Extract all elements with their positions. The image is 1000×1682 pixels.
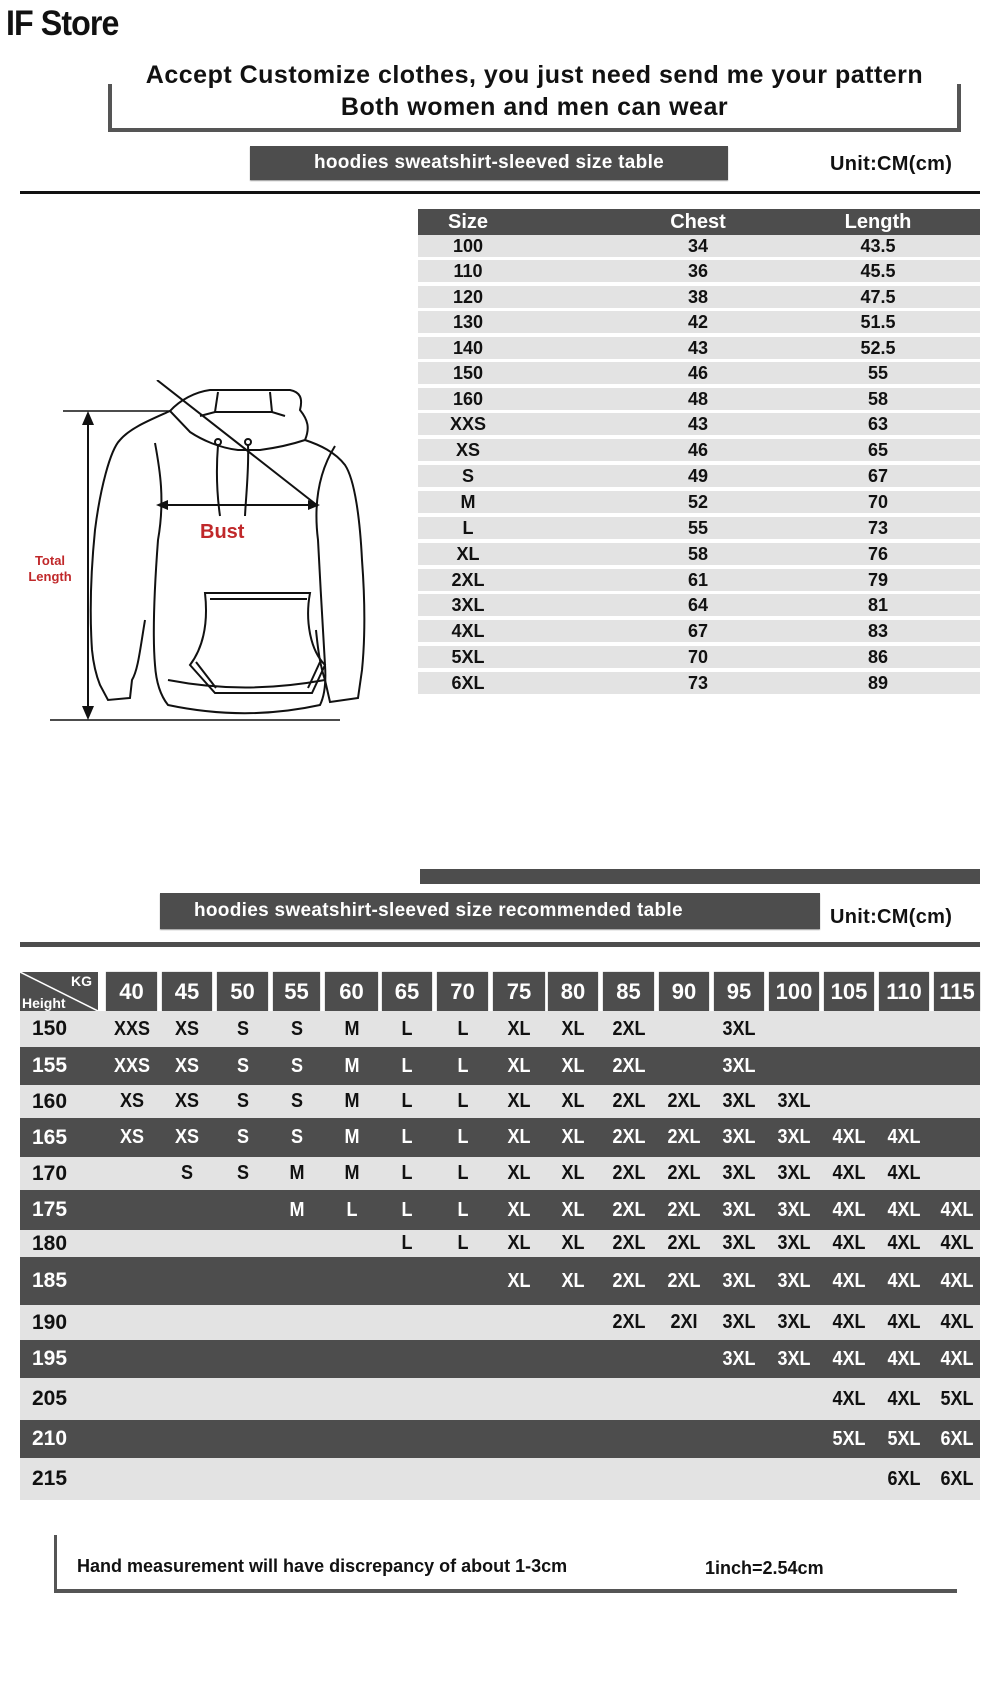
size-cell: XL xyxy=(507,1126,531,1148)
inch-conversion-note: 1inch=2.54cm xyxy=(705,1558,824,1578)
size-cell: 2XL xyxy=(611,1017,646,1040)
size-cell: 3XL xyxy=(722,1126,756,1148)
cell-size: 6XL xyxy=(451,672,485,693)
cell-size: 140 xyxy=(452,337,484,358)
size-cell: 2XL xyxy=(611,1311,646,1333)
weight-header-cell: 70 xyxy=(437,972,488,1011)
weight-header-cell: 55 xyxy=(273,972,320,1011)
size-cell: 4XL xyxy=(940,1198,974,1221)
size-cell: 2XI xyxy=(670,1311,698,1333)
cell-length: 89 xyxy=(867,672,889,693)
size-cell: 2XL xyxy=(611,1198,646,1221)
banner-line-2: Both women and men can wear xyxy=(340,93,729,121)
cell-size: XS xyxy=(455,439,480,460)
size-cell: 2XL xyxy=(667,1269,701,1292)
height-cell: 165 xyxy=(32,1125,68,1149)
size-cell: 6XL xyxy=(887,1467,921,1490)
weight-header-cell: 85 xyxy=(603,972,654,1011)
cell-length: 86 xyxy=(867,646,889,667)
size-cell: S xyxy=(236,1017,249,1040)
size-cell: XL xyxy=(507,1054,531,1077)
cell-size: 100 xyxy=(452,235,484,256)
height-cell: 175 xyxy=(32,1198,68,1221)
size-cell: S xyxy=(236,1126,249,1148)
size-table-row xyxy=(418,620,980,642)
cell-size: XL xyxy=(456,543,480,564)
size-cell: 3XL xyxy=(722,1347,756,1370)
size-cell: 6XL xyxy=(940,1427,974,1450)
size-table-row xyxy=(418,337,980,359)
divider xyxy=(20,191,980,194)
size-cell: 3XL xyxy=(722,1162,756,1184)
size-cell: 4XL xyxy=(887,1198,921,1221)
size-table-row xyxy=(418,594,980,616)
cell-chest: 55 xyxy=(687,517,709,538)
weight-header-cell: 40 xyxy=(106,972,157,1011)
size-cell: 4XL xyxy=(832,1232,866,1254)
size-cell: L xyxy=(401,1090,413,1112)
cell-length: 55 xyxy=(867,362,889,383)
recommended-table-row xyxy=(20,1118,980,1157)
size-cell: 4XL xyxy=(832,1126,866,1148)
size-cell: 4XL xyxy=(887,1269,921,1292)
cell-length: 76 xyxy=(867,543,889,564)
cell-chest: 34 xyxy=(687,235,709,256)
height-cell: 185 xyxy=(32,1269,68,1292)
size-cell: L xyxy=(401,1126,413,1148)
size-cell: XL xyxy=(561,1269,585,1292)
weight-header-cell: 100 xyxy=(769,972,819,1011)
divider xyxy=(20,942,980,947)
size-cell: L xyxy=(457,1090,468,1112)
size-cell: 4XL xyxy=(940,1311,974,1333)
size-cell: L xyxy=(401,1017,413,1040)
cell-length: 47.5 xyxy=(860,286,896,307)
size-cell: 4XL xyxy=(832,1269,866,1292)
size-cell: 4XL xyxy=(832,1311,866,1333)
size-cell: 3XL xyxy=(777,1269,811,1292)
header-length: Length xyxy=(844,210,912,233)
size-cell: 4XL xyxy=(832,1162,866,1184)
size-table-row xyxy=(418,311,980,333)
size-cell: M xyxy=(343,1054,359,1077)
cell-length: 73 xyxy=(867,517,889,538)
size-cell: 3XL xyxy=(777,1232,811,1254)
size-cell: XXS xyxy=(113,1017,150,1040)
cell-length: 51.5 xyxy=(860,311,896,332)
cell-chest: 46 xyxy=(687,439,709,460)
weight-header-cell: 60 xyxy=(325,972,378,1011)
weight-header-cell: 90 xyxy=(659,972,709,1011)
recommended-table-row xyxy=(20,1458,980,1500)
height-cell: 195 xyxy=(32,1347,68,1370)
size-cell: L xyxy=(457,1232,468,1254)
size-table-row xyxy=(418,646,980,668)
weight-header-cell: 45 xyxy=(162,972,212,1011)
size-table-title: hoodies sweatshirt-sleeved size table xyxy=(250,146,728,180)
size-cell: L xyxy=(401,1232,413,1254)
banner-line-1: Accept Customize clothes, you just need send me your pattern xyxy=(145,61,924,89)
size-cell: M xyxy=(343,1126,359,1148)
header-chest: Chest xyxy=(670,210,726,233)
size-cell: 3XL xyxy=(722,1090,756,1112)
cell-chest: 52 xyxy=(687,491,709,512)
size-table-row xyxy=(418,465,980,487)
size-cell: XL xyxy=(507,1269,531,1292)
size-table-row xyxy=(418,260,980,282)
weight-height-corner-cell xyxy=(20,972,98,1011)
weight-header-cell: 105 xyxy=(824,972,874,1011)
cell-size: 130 xyxy=(452,311,484,332)
size-table-row xyxy=(418,439,980,461)
size-table-row xyxy=(418,362,980,384)
size-cell: 4XL xyxy=(832,1347,866,1370)
kg-label: KG xyxy=(71,973,92,989)
size-cell: S xyxy=(290,1090,303,1112)
size-cell: 2XL xyxy=(667,1198,701,1221)
height-cell: 170 xyxy=(32,1161,68,1185)
cell-length: 67 xyxy=(867,465,889,486)
recommended-table-row xyxy=(20,1085,980,1118)
size-cell: L xyxy=(457,1017,468,1040)
cell-size: 150 xyxy=(452,362,484,383)
size-cell: XS xyxy=(174,1126,200,1148)
cell-chest: 64 xyxy=(687,594,709,615)
size-cell: 3XL xyxy=(722,1198,756,1221)
size-cell: 4XL xyxy=(887,1162,921,1184)
store-title: IF Store xyxy=(6,4,119,43)
weight-header-cell: 50 xyxy=(217,972,268,1011)
size-cell: M xyxy=(343,1017,359,1040)
cell-size: S xyxy=(461,465,474,486)
cell-size: M xyxy=(460,491,476,512)
size-cell: 3XL xyxy=(777,1162,811,1184)
size-cell: 5XL xyxy=(887,1427,921,1450)
size-cell: S xyxy=(236,1162,249,1184)
weight-header-cell: 80 xyxy=(548,972,598,1011)
recommended-table-row xyxy=(20,1340,980,1378)
size-cell: L xyxy=(457,1054,468,1077)
cell-size: XXS xyxy=(449,413,487,434)
size-cell: 3XL xyxy=(777,1311,811,1333)
size-cell: L xyxy=(457,1198,468,1221)
cell-length: 70 xyxy=(867,491,889,512)
size-cell: 4XL xyxy=(832,1387,866,1410)
size-cell: 3XL xyxy=(722,1269,756,1292)
size-cell: 4XL xyxy=(887,1232,921,1254)
total-length-label xyxy=(20,553,80,585)
cell-chest: 61 xyxy=(687,569,709,590)
size-table-row xyxy=(418,672,980,694)
size-cell: L xyxy=(401,1162,413,1184)
size-cell: 3XL xyxy=(722,1054,756,1077)
height-cell: 180 xyxy=(32,1231,68,1255)
total-length-label-line-2: Length xyxy=(28,569,72,584)
size-cell: L xyxy=(401,1054,413,1077)
weight-header-cell: 115 xyxy=(934,972,980,1011)
size-cell: 3XL xyxy=(777,1347,811,1370)
cell-length: 43.5 xyxy=(860,235,896,256)
cell-length: 83 xyxy=(867,620,889,641)
recommended-table-row xyxy=(20,1157,980,1190)
size-cell: XS xyxy=(119,1090,144,1112)
cell-length: 58 xyxy=(867,388,889,409)
cell-length: 52.5 xyxy=(860,337,896,358)
size-table-row xyxy=(418,235,980,257)
size-cell: S xyxy=(290,1054,303,1077)
size-cell: 2XL xyxy=(611,1126,646,1148)
size-table-header xyxy=(418,209,980,235)
size-table-unit: Unit:CM(cm) xyxy=(830,153,953,175)
size-cell: XS xyxy=(174,1090,200,1112)
size-cell: L xyxy=(457,1126,468,1148)
size-table-footer-bar xyxy=(420,869,980,884)
cell-chest: 43 xyxy=(687,337,709,358)
size-cell: 2XL xyxy=(667,1090,701,1112)
recommended-table-row xyxy=(20,1257,980,1305)
height-cell: 160 xyxy=(32,1089,68,1113)
header-size: Size xyxy=(447,210,489,233)
size-table-row xyxy=(418,388,980,410)
size-cell: 3XL xyxy=(777,1126,811,1148)
cell-chest: 48 xyxy=(687,388,709,409)
weight-header-cell: 95 xyxy=(714,972,764,1011)
size-cell: 5XL xyxy=(832,1427,866,1450)
size-cell: 4XL xyxy=(887,1347,921,1370)
size-cell: S xyxy=(180,1162,194,1184)
cell-chest: 46 xyxy=(687,362,709,383)
size-cell: M xyxy=(288,1162,304,1184)
size-table-row xyxy=(418,286,980,308)
size-cell: 2XL xyxy=(611,1090,646,1112)
recommended-table-row xyxy=(20,1378,980,1420)
cell-chest: 67 xyxy=(687,620,709,641)
cell-chest: 43 xyxy=(687,413,709,434)
recommended-table-unit: Unit:CM(cm) xyxy=(830,906,953,928)
size-cell: XS xyxy=(119,1126,144,1148)
cell-size: 120 xyxy=(452,286,484,307)
measurement-note: Hand measurement will have discrepancy of about 1-3cm xyxy=(77,1556,568,1576)
size-cell: L xyxy=(346,1198,357,1221)
size-cell: 4XL xyxy=(940,1232,974,1254)
cell-chest: 36 xyxy=(687,260,709,281)
cell-chest: 38 xyxy=(687,286,709,307)
size-cell: S xyxy=(236,1054,249,1077)
recommended-table-row xyxy=(20,1047,980,1085)
size-cell: 2XL xyxy=(667,1126,701,1148)
cell-chest: 70 xyxy=(687,646,709,667)
cell-size: 2XL xyxy=(451,569,485,590)
bust-label: Bust xyxy=(200,521,245,543)
cell-length: 79 xyxy=(867,569,889,590)
height-cell: 155 xyxy=(32,1054,68,1077)
size-cell: XL xyxy=(561,1198,585,1221)
height-cell: 210 xyxy=(32,1427,68,1450)
size-cell: 2XL xyxy=(667,1162,701,1184)
cell-length: 65 xyxy=(867,439,889,460)
size-cell: XS xyxy=(174,1054,200,1077)
size-cell: 3XL xyxy=(722,1232,756,1254)
size-cell: 2XL xyxy=(611,1162,646,1184)
size-cell: L xyxy=(457,1162,468,1184)
cell-size: L xyxy=(462,517,474,538)
size-cell: M xyxy=(343,1090,359,1112)
height-cell: 215 xyxy=(32,1467,68,1490)
cell-size: 3XL xyxy=(451,594,485,615)
size-table-row xyxy=(418,543,980,565)
size-table-row xyxy=(418,569,980,591)
size-cell: 3XL xyxy=(777,1090,811,1112)
cell-size: 110 xyxy=(453,260,483,281)
size-cell: S xyxy=(290,1126,303,1148)
size-cell: 2XL xyxy=(611,1232,646,1254)
size-cell: 2XL xyxy=(611,1269,646,1292)
size-cell: 5XL xyxy=(940,1387,974,1410)
size-cell: XS xyxy=(174,1017,200,1040)
size-cell: 4XL xyxy=(887,1387,921,1410)
height-cell: 190 xyxy=(32,1310,68,1334)
size-cell: 3XL xyxy=(777,1198,811,1221)
cell-size: 4XL xyxy=(451,620,485,641)
height-cell: 205 xyxy=(32,1387,68,1410)
recommended-table-row xyxy=(20,1011,980,1047)
size-cell: XL xyxy=(507,1198,531,1221)
size-cell: XL xyxy=(507,1232,531,1254)
recommended-table-row xyxy=(20,1190,980,1230)
total-length-label-line-1: Total xyxy=(34,553,66,568)
cell-size: 5XL xyxy=(451,646,485,667)
cell-chest: 58 xyxy=(687,543,709,564)
height-label: Height xyxy=(22,995,66,1011)
size-cell: XL xyxy=(507,1162,531,1184)
recommended-table-row xyxy=(20,1420,980,1458)
recommended-table-row xyxy=(20,1230,980,1257)
size-cell: XL xyxy=(561,1054,585,1077)
cell-length: 63 xyxy=(867,413,889,434)
size-cell: 2XL xyxy=(667,1232,701,1254)
size-cell: 4XL xyxy=(940,1347,974,1370)
weight-header-cell: 110 xyxy=(879,972,929,1011)
size-cell: 4XL xyxy=(832,1198,866,1221)
recommended-table-title: hoodies sweatshirt-sleeved size recommended table xyxy=(160,893,820,929)
size-cell: XL xyxy=(507,1090,531,1112)
size-table-row xyxy=(418,491,980,513)
size-cell: 4XL xyxy=(887,1126,921,1148)
recommended-table-row xyxy=(20,1305,980,1340)
size-cell: 6XL xyxy=(940,1467,974,1490)
size-cell: XL xyxy=(561,1162,585,1184)
size-cell: 3XL xyxy=(722,1017,756,1040)
size-table-row xyxy=(418,413,980,435)
size-table-row xyxy=(418,517,980,539)
size-cell: M xyxy=(288,1198,304,1221)
size-cell: XL xyxy=(561,1126,585,1148)
cell-chest: 73 xyxy=(687,672,709,693)
size-cell: XL xyxy=(561,1017,585,1040)
cell-chest: 42 xyxy=(687,311,709,332)
size-cell: XL xyxy=(561,1090,585,1112)
cell-chest: 49 xyxy=(687,465,709,486)
cell-length: 81 xyxy=(867,594,889,615)
weight-header-cell: 65 xyxy=(382,972,432,1011)
cell-length: 45.5 xyxy=(860,260,896,281)
size-cell: 3XL xyxy=(722,1311,756,1333)
size-cell: XL xyxy=(561,1232,585,1254)
size-cell: 4XL xyxy=(887,1311,921,1333)
size-cell: S xyxy=(290,1017,303,1040)
size-cell: L xyxy=(401,1198,413,1221)
size-cell: M xyxy=(343,1162,359,1184)
size-cell: 4XL xyxy=(940,1269,974,1292)
weight-header-cell: 75 xyxy=(493,972,545,1011)
size-cell: XL xyxy=(507,1017,531,1040)
size-cell: XXS xyxy=(113,1054,150,1077)
cell-size: 160 xyxy=(452,388,484,409)
size-cell: 2XL xyxy=(611,1054,646,1077)
size-cell: S xyxy=(236,1090,249,1112)
height-cell: 150 xyxy=(32,1017,68,1040)
